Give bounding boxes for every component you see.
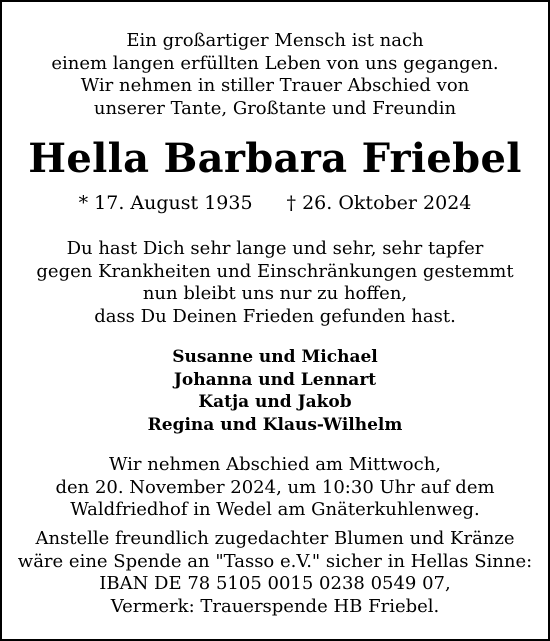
mourner-name: Susanne und Michael — [172, 347, 378, 367]
deceased-name: Hella Barbara Friebel — [28, 135, 522, 182]
poem-line: dass Du Deinen Frieden gefunden hast. — [94, 305, 456, 327]
death-date: † 26. Oktober 2024 — [286, 192, 472, 214]
intro-line: Wir nehmen in stiller Trauer Abschied von — [80, 75, 470, 96]
donation-line: Anstelle freundlich zugedachter Blumen und Kränze — [35, 528, 515, 549]
birth-date: * 17. August 1935 — [78, 192, 253, 214]
intro-line: einem langen erfüllten Leben von uns gegangen. — [51, 52, 499, 74]
poem-line: gegen Krankheiten und Einschränkungen gestemmt — [36, 260, 514, 282]
donation-note — [2, 528, 548, 618]
poem-line: nun bleibt uns nur zu hoffen, — [142, 283, 408, 304]
mourner-name: Johanna und Lennart — [173, 369, 377, 390]
mourners-list — [2, 346, 548, 436]
donation-line: Vermerk: Trauerspende HB Friebel. — [110, 595, 440, 617]
funeral-line: den 20. November 2024, um 10:30 Uhr auf dem — [55, 476, 495, 498]
donation-line: IBAN DE 78 5105 0015 0238 0549 07, — [99, 573, 451, 594]
poem-text — [2, 238, 548, 328]
intro-line: Ein großartiger Mensch ist nach — [126, 30, 424, 51]
life-dates — [2, 191, 548, 215]
funeral-line: Wir nehmen Abschied am Mittwoch, — [108, 454, 442, 475]
donation-line: wäre eine Spende an "Tasso e.V." sicher in Hellas Sinne: — [17, 550, 533, 572]
intro-line: unserer Tante, Großtante und Freundin — [93, 97, 457, 119]
mourner-name: Katja und Jakob — [198, 392, 352, 412]
poem-line: Du hast Dich sehr lange und sehr, sehr tapfer — [66, 238, 484, 259]
intro-text — [2, 30, 548, 120]
funeral-line: Waldfriedhof in Wedel am Gnäterkuhlenweg. — [70, 499, 480, 520]
mourner-name: Regina und Klaus-Wilhelm — [147, 414, 403, 435]
funeral-details — [2, 454, 548, 522]
